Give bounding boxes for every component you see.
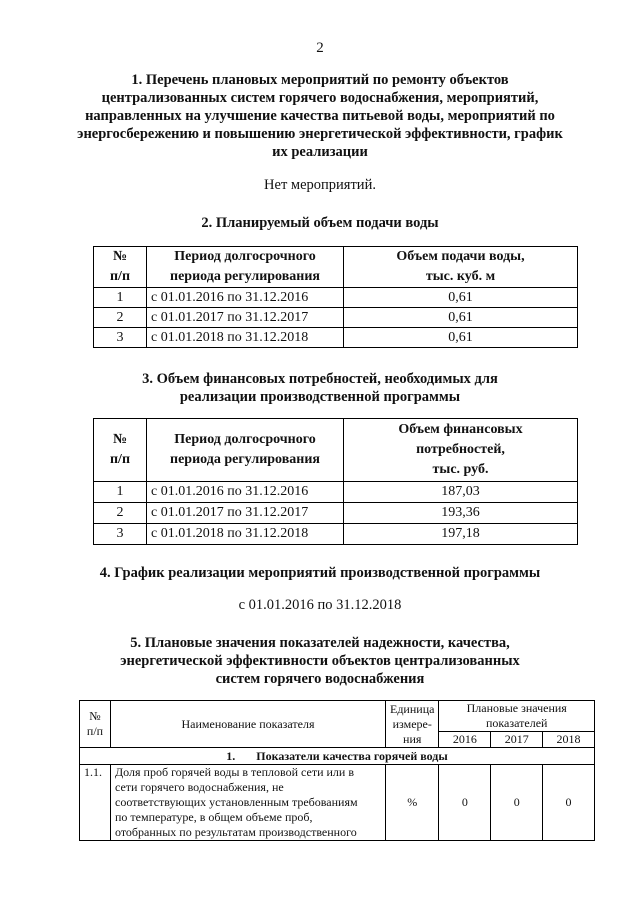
table-row <box>94 503 578 524</box>
year-header: 2016 <box>439 732 491 748</box>
section1-title <box>0 71 640 161</box>
table-row <box>80 765 595 841</box>
section5-title <box>0 634 640 688</box>
indicators-table <box>79 700 595 841</box>
col-value-header: Объем финансовых потребностей, тыс. руб. <box>344 419 578 482</box>
row-value: 0,61 <box>344 288 578 308</box>
row-value: 0 <box>439 765 491 841</box>
row-period: с 01.01.2018 по 31.12.2018 <box>147 328 344 348</box>
title-line: направленных на улучшение качества питьевой воды, мероприятий по <box>85 108 555 124</box>
row-unit: % <box>386 765 439 841</box>
section2-title: 2. Планируемый объем подачи воды <box>201 215 439 231</box>
row-num: 1 <box>94 482 147 503</box>
year-header: 2017 <box>491 732 543 748</box>
title-line: реализации производственной программы <box>179 389 461 405</box>
group-row <box>80 748 595 765</box>
row-value: 0 <box>543 765 595 841</box>
col-num-header: № п/п <box>94 419 147 482</box>
title-line: энергетической эффективности объектов централизованных <box>120 653 520 669</box>
section4-title: 4. График реализации мероприятий производственной программы <box>99 565 541 581</box>
title-line: 1. Перечень плановых мероприятий по ремонту объектов <box>131 72 509 88</box>
row-value: 193,36 <box>344 503 578 524</box>
row-value: 0,61 <box>344 328 578 348</box>
table-row <box>94 308 578 328</box>
row-value: 0 <box>491 765 543 841</box>
title-line: 3. Объем финансовых потребностей, необходимых для <box>142 371 498 387</box>
section3-title <box>0 370 640 406</box>
row-period: с 01.01.2017 по 31.12.2017 <box>147 503 344 524</box>
title-line: систем горячего водоснабжения <box>215 671 425 687</box>
row-name: Доля проб горячей воды в тепловой сети или в сети горячего водоснабжения, не соответствующих установленным требованиям по температуре, в общем объеме проб, отобранных по результатам производственного <box>111 765 386 841</box>
table-row <box>94 482 578 503</box>
table-row <box>94 328 578 348</box>
row-value: 0,61 <box>344 308 578 328</box>
row-num: 1 <box>94 288 147 308</box>
title-line: энергосбережению и повышению энергетической эффективности, график <box>77 126 563 142</box>
col-unit-header: Единица измере- ния <box>386 701 439 748</box>
row-period: с 01.01.2016 по 31.12.2016 <box>147 288 344 308</box>
row-num: 2 <box>94 308 147 328</box>
section1-text: Нет мероприятий. <box>264 177 376 193</box>
year-header: 2018 <box>543 732 595 748</box>
title-line: 5. Плановые значения показателей надежности, качества, <box>130 635 510 651</box>
col-period-header: Период долгосрочного периода регулирования <box>147 419 344 482</box>
group-title <box>80 748 595 765</box>
supply-volume-table <box>93 246 578 348</box>
col-planned-header: Плановые значения показателей <box>439 701 595 732</box>
group-number: 1. <box>226 748 236 763</box>
col-num-header: № п/п <box>94 247 147 288</box>
row-period: с 01.01.2017 по 31.12.2017 <box>147 308 344 328</box>
row-value: 187,03 <box>344 482 578 503</box>
page-number: 2 <box>316 40 324 56</box>
col-num-header: № п/п <box>80 701 111 748</box>
group-label: Показатели качества горячей воды <box>256 748 448 763</box>
row-period: с 01.01.2016 по 31.12.2016 <box>147 482 344 503</box>
title-line: централизованных систем горячего водоснабжения, мероприятий, <box>101 90 539 106</box>
title-line: их реализации <box>272 144 368 160</box>
col-value-header: Объем подачи воды, тыс. куб. м <box>344 247 578 288</box>
row-num: 2 <box>94 503 147 524</box>
table-row <box>94 524 578 545</box>
col-name-header: Наименование показателя <box>111 701 386 748</box>
row-value: 197,18 <box>344 524 578 545</box>
row-num: 3 <box>94 328 147 348</box>
financial-needs-table <box>93 418 578 545</box>
table-row <box>94 288 578 308</box>
row-period: с 01.01.2018 по 31.12.2018 <box>147 524 344 545</box>
section4-period: с 01.01.2016 по 31.12.2018 <box>238 597 402 613</box>
row-num: 1.1. <box>80 765 111 841</box>
col-period-header: Период долгосрочного периода регулирования <box>147 247 344 288</box>
row-num: 3 <box>94 524 147 545</box>
